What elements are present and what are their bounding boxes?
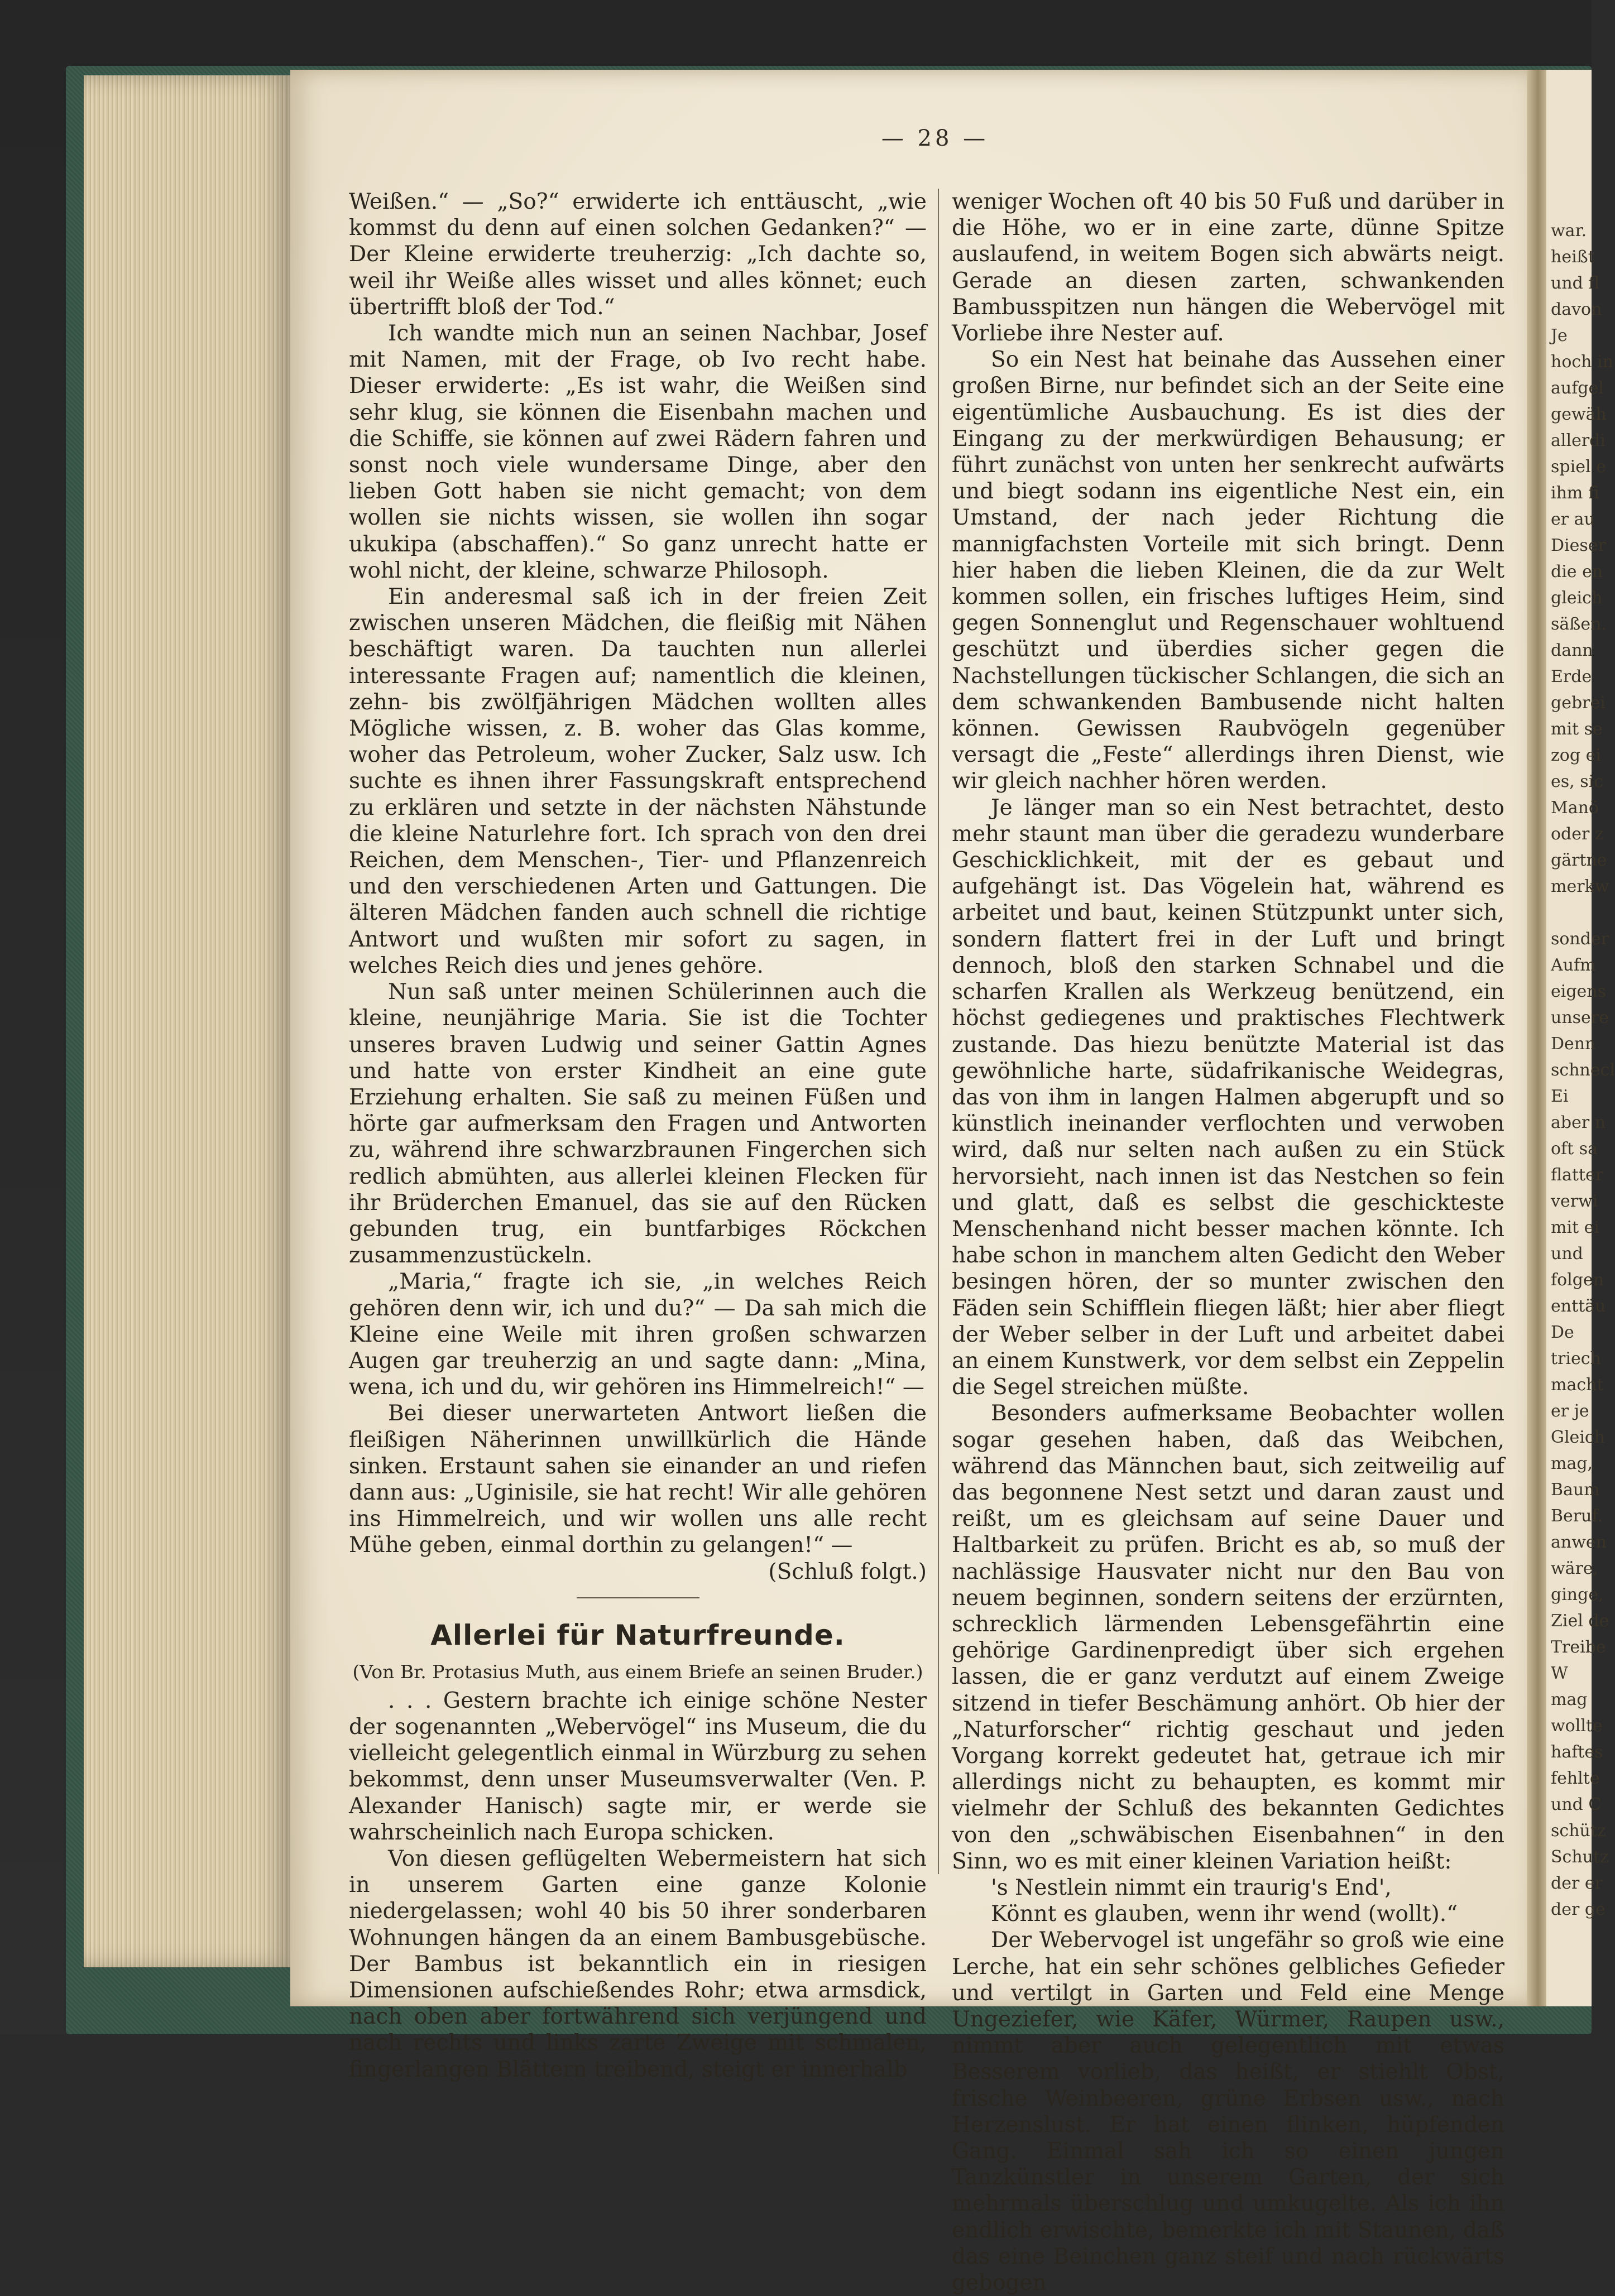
facing-page-line: fehlte <box>1551 1769 1600 1788</box>
paragraph <box>349 1400 927 1584</box>
facing-page-line: mag <box>1551 1690 1588 1709</box>
facing-page-line: unsere <box>1551 1008 1609 1027</box>
paragraph <box>349 1688 927 1846</box>
right-column <box>952 189 1504 2296</box>
paragraph <box>952 1901 1504 1927</box>
paragraph-text: Nun saß unter meinen Schülerinnen auch die kleine, neunjährige Maria. Sie ist die Tochter unseres braven Ludwig und seiner Gattin Agnes und hatte von erster Kindheit an eine gute Erziehung erhalten. Sie saß zu meinen Füßen und hörte gar aufmerksam den Fragen und Antworten zu, während ihre schwarzbraunen Fingerchen sich redlich abmühten, aus allerlei kleinen Flecken für ihr Brüderchen Emanuel, das sie auf den Rücken gebunden trug, ein buntfarbiges Röckchen zusammenzustückeln. <box>349 979 927 1269</box>
left-column <box>349 189 927 2083</box>
facing-page-line: schütz <box>1551 1821 1606 1841</box>
continuation-note: (Schluß folgt.) <box>768 1559 927 1584</box>
section-rule <box>577 1597 699 1598</box>
paragraph <box>952 1927 1504 2296</box>
facing-page-line: enttäu <box>1551 1296 1606 1316</box>
facing-page-line: flatter <box>1551 1165 1604 1185</box>
paragraph <box>952 1875 1504 1901</box>
facing-page-line: oft sa <box>1551 1139 1598 1159</box>
facing-page-line: hoch in <box>1551 352 1613 372</box>
paragraph-text: Könnt es glauben, wenn ihr wend (wollt).“ <box>991 1901 1458 1927</box>
paragraph <box>349 1269 927 1400</box>
paragraph <box>349 979 927 1269</box>
facing-page-line: heißt <box>1551 247 1595 267</box>
facing-page-line: De <box>1551 1323 1574 1342</box>
facing-page-line: aber n <box>1551 1113 1606 1132</box>
facing-page-line: ihm fi <box>1551 483 1599 503</box>
facing-page-line: mit se <box>1551 719 1603 739</box>
facing-page-line: Je <box>1551 326 1568 345</box>
facing-page-line: oder z <box>1551 824 1604 844</box>
facing-page-line: davon <box>1551 300 1602 319</box>
facing-page-line: zog ei <box>1551 746 1601 765</box>
paragraph <box>349 320 927 584</box>
facing-page-line: folgen <box>1551 1270 1604 1290</box>
facing-page-line: es, sic <box>1551 772 1604 791</box>
book-gutter <box>1527 70 1549 2006</box>
paragraph-text: Ein anderesmal saß ich in der freien Zeit zwischen unseren Mädchen, die fleißig mit Nähen beschäftigt waren. Da tauchten nun allerlei interessante Fragen auf; namentlich die kleinen, zehn- bis zwölfjährigen Mädchen wollten alles Mögliche wissen, z. B. woher das Glas komme, woher das Petroleum, woher Zucker, Salz usw. Ich suchte es ihnen ihrer Fassungskraft entsprechend zu erklären und setzte in der nächsten Nähstunde die kleine Naturlehre fort. Ich sprach von den drei Reichen, dem Menschen-, Tier- und Pflanzenreich und den verschiedenen Arten und Gattungen. Die älteren Mädchen fanden auch schnell die richtige Antwort und wußten mir sofort zu sagen, in welches Reich dies und jenes gehöre. <box>349 584 927 978</box>
facing-page-line: und fl <box>1551 273 1600 293</box>
paragraph <box>952 347 1504 794</box>
facing-page-line: gärtne <box>1551 851 1607 870</box>
paragraph-text: „Maria,“ fragte ich sie, „in welches Reich gehören denn wir, ich und du?“ — Da sah mich die Kleine eine Weile mit ihren großen schwarzen Augen gar treuherzig an und sagte dann: „Mina, wena, ich und du, wir gehören ins Himmelreich!“ — <box>349 1269 927 1400</box>
facing-page-line: gewäh <box>1551 405 1607 424</box>
paragraph-text: Der Webervogel ist ungefähr so groß wie eine Lerche, hat ein sehr schönes gelbliches Gefieder und vertilgt in Garten und Feld eine Menge Ungeziefer, wie Käfer, Würmer, Raupen usw., nimmt aber auch gelegentlich mit etwas Besserem vorlieb, das heißt, er stiehlt Obst, frische Weinbeeren, grüne Erbsen usw., nach Herzenslust. Er hat einen flinken, hüpfenden Gang. Einmal sah ich so einen jungen Tanzkünstler in unserem Garten, der sich mehrmals überschlug und umkugelte. Als ich ihn endlich erwischte, bemerkte ich mit Staunen, daß das eine Beinchen ganz steif und nach rückwärts gebogen <box>952 1928 1504 2296</box>
facing-page-line: Ei <box>1551 1087 1569 1106</box>
facing-page-line: Aufm <box>1551 955 1596 975</box>
page-edges <box>84 75 296 1967</box>
paragraph-text: Von diesen geflügelten Webermeistern hat sich in unserem Garten eine ganze Kolonie niedergelassen; wohl 40 bis 50 ihrer sonderbaren Wohnungen hängen da an einem Bambusgebüsche. Der Bambus ist bekanntlich ein in riesigen Dimensionen aufschießendes Rohr; etwa armsdick, nach oben aber fortwährend sich verjüngend und nach rechts und links zarte Zweige mit schmalen, fingerlangen Blättern treibend, steigt er innerhalb <box>349 1846 927 2082</box>
paragraph <box>952 795 1504 1401</box>
paragraph-text: So ein Nest hat beinahe das Aussehen einer großen Birne, nur befindet sich an der Seite eine eigentümliche Ausbauchung. Es ist dies der Eingang zu der merkwürdigen Behausung; er führt zunächst von unten her senkrecht aufwärts und biegt sodann ins eigentliche Nest ein, ein Umstand, der nach jeder Richtung die mannigfachsten Vorteile mit sich bringt. Denn hier haben die lieben Kleinen, die da zur Welt kommen sollen, ein frisches luftiges Heim, sind gegen Sonnenglut und Regenschauer wohltuend geschützt und überdies sicher gegen die Nachstellungen tückischer Schlangen, die sich an dem schwankenden Bambusende nicht halten können. Gewissen Raubvögeln gegenüber versagt die „Feste“ allerdings ihren Dienst, wie wir gleich nachher hören werden. <box>952 347 1504 794</box>
facing-page-line: Treibe <box>1551 1637 1606 1657</box>
facing-page-line: der ge <box>1551 1900 1606 1919</box>
facing-page-line: schnecl <box>1551 1060 1615 1080</box>
facing-page-line: merkw <box>1551 877 1609 896</box>
facing-page-line: Erde <box>1551 667 1592 686</box>
article-heading: Allerlei für Naturfreunde. <box>430 1618 845 1651</box>
facing-page-line: allerdi <box>1551 431 1606 450</box>
paragraph-text: Ich wandte mich nun an seinen Nachbar, Josef mit Namen, mit der Frage, ob Ivo recht habe. Dieser erwiderte: „Es ist wahr, die Weißen sind sehr klug, sie können die Eisenbahn machen und die Schiffe, sie können auf zwei Rädern fahren und sonst noch viele wundersame Dinge, aber den lieben Gott haben sie nicht gemacht; von dem wollen sie nichts wissen, sie wollen ihn sogar ukukipa (abschaffen).“ So ganz unrecht hatte er wohl nicht, der kleine, schwarze Philosoph. <box>349 321 927 583</box>
facing-page-line: er je <box>1551 1401 1589 1421</box>
facing-page-line: und C <box>1551 1795 1602 1814</box>
paragraph-text: Bei dieser unerwarteten Antwort ließen die fleißigen Näherinnen unwillkürlich die Hände sinken. Erstaunt sahen sie einander an und riefen dann aus: „Uginisile, sie hat recht! Wir alle gehören ins Himmelreich, und wir wollen uns alle recht Mühe geben, einmal dorthin zu gelangen!“ — <box>349 1401 927 1558</box>
facing-page-line: gleich <box>1551 588 1603 608</box>
column-divider <box>938 189 939 1874</box>
facing-page-line: dann <box>1551 641 1593 660</box>
facing-page-line: der er <box>1551 1874 1603 1893</box>
facing-page-line: triech <box>1551 1349 1601 1368</box>
facing-page-line: haftes <box>1551 1742 1603 1762</box>
paragraph-text: Weißen.“ — „So?“ erwiderte ich enttäuscht, „wie kommst du denn auf einen solchen Gedanken?“ — Der Kleine erwiderte treuherzig: „Ich dachte so, weil ihr Weiße alles wisset und alles könnet; euch übertrifft bloß der Tod.“ <box>349 189 927 320</box>
facing-page-line: Dieser <box>1551 536 1606 555</box>
paragraph-text: Je länger man so ein Nest betrachtet, desto mehr staunt man über die geradezu wunderbare Geschicklichkeit, mit der es gebaut und aufgehängt ist. Das Vögelein hat, während es arbeitet und baut, keinen Stützpunkt unter sich, sondern flattert frei in der Luft und bringt dennoch, bloß den starken Schnabel und die scharfen Krallen als Werkzeug benützend, ein höchst gediegenes und praktisches Flechtwerk zustande. Das hiezu benützte Material ist das gewöhnliche harte, südafrikanische Weidegras, das von ihm in langen Halmen abgerupft und so künstlich ineinander verflochten und verwoben wird, daß nur selten nach außen zu ein Stück hervorsieht, nach innen ist das Nestchen so fein und glatt, daß es selbst die geschickteste Menschenhand nicht besser machen könnte. Ich habe schon in manchem alten Gedicht den Weber besingen hören, der so munter zwischen den Fäden sein Schifflein fliegen läßt; hier aber fliegt der Weber selber in der Luft und arbeitet dabei an einem Kunstwerk, vor dem selbst ein Zeppelin die Segel streichen müßte. <box>952 795 1504 1400</box>
facing-page-line: mit ei <box>1551 1218 1599 1237</box>
facing-page-line: ginge, <box>1551 1585 1604 1605</box>
facing-page-line: mag, <box>1551 1454 1593 1473</box>
facing-page-line: macht <box>1551 1375 1604 1395</box>
article-byline: (Von Br. Protasius Muth, aus einem Briefe an seinen Bruder.) <box>352 1660 923 1683</box>
facing-page-line: verwi <box>1551 1192 1598 1211</box>
facing-page-line: war. <box>1551 221 1587 241</box>
facing-page-line: Denn <box>1551 1034 1596 1054</box>
facing-page-line: Beruf. <box>1551 1506 1603 1526</box>
facing-page-line: Ziel de <box>1551 1611 1609 1631</box>
facing-page-line: aufgel <box>1551 378 1604 398</box>
facing-page-line: anwen <box>1551 1533 1607 1552</box>
page-number: — 28 — <box>881 126 989 151</box>
paragraph-text: . . . Gestern brachte ich einige schöne Nester der sogenannten „Webervögel“ ins Museum, die du vielleicht gelegentlich einmal in Würzburg zu sehen bekommst, denn unser Museumsverwalter (Ven. P. Alexander Hanisch) sagte mir, er werde sie wahrscheinlich nach Europa schicken. <box>349 1688 927 1845</box>
facing-page-line: wäre, <box>1551 1559 1599 1578</box>
facing-page-line: und <box>1551 1244 1583 1264</box>
facing-page-line: die en <box>1551 562 1603 582</box>
paragraph <box>349 584 927 979</box>
facing-page-line: er au <box>1551 510 1595 529</box>
facing-page-line: Schutz <box>1551 1847 1609 1867</box>
facing-page-line: Baum <box>1551 1480 1600 1500</box>
paragraph <box>952 1400 1504 1875</box>
facing-page-line: sonder <box>1551 929 1609 949</box>
paragraph-text: 's Nestlein nimmt ein traurig's End', <box>991 1875 1392 1900</box>
facing-page-line: spiel e <box>1551 457 1606 477</box>
paragraph <box>349 189 927 320</box>
facing-page-line: W <box>1551 1664 1568 1683</box>
paragraph-text: Besonders aufmerksame Beobachter wollen sogar gesehen haben, daß das Weibchen, während das Männchen baut, sich zeitweilig auf das begonnene Nest setzt und daran zaust und reißt, um es gleichsam auf seine Dauer und Haltbarkeit zu prüfen. Bricht es ab, so muß der nachlässige Hausvater nicht nur den Bau von neuem beginnen, sondern seitens der erzürnten, schrecklich lärmenden Lebensgefährtin eine gehörige Gardinenpredigt über sich ergehen lassen, die er ganz verdutzt auf einem Zweige sitzend in tiefer Beschämung anhört. Ob hier der „Naturforscher“ richtig geschaut und jeden Vorgang korrekt gedeutet hat, getraue ich mir allerdings nicht zu behaupten, es kommt mir vielmehr der Schluß des bekannten Gedichtes von den „schwäbischen Eisenbahnen“ in den Sinn, wo es mit einer kleinen Variation heißt: <box>952 1401 1504 1874</box>
facing-page-line: Manö <box>1551 798 1599 818</box>
facing-page-fragment <box>1546 70 1615 2006</box>
facing-page-line: gebrei <box>1551 693 1606 713</box>
facing-page-line: Gleich <box>1551 1428 1606 1447</box>
facing-page-line: wollte <box>1551 1716 1603 1736</box>
paragraph-text: weniger Wochen oft 40 bis 50 Fuß und darüber in die Höhe, wo er in eine zarte, dünne Spitze auslaufend, in weitem Bogen sich abwärts neigt. Gerade an diesen zarten, schwankenden Bambusspitzen nun hängen die Webervögel mit Vorliebe ihre Nester auf. <box>952 189 1504 347</box>
facing-page-line: eigens <box>1551 982 1607 1001</box>
paragraph <box>952 189 1504 347</box>
facing-page-line: säßen. <box>1551 614 1607 634</box>
paragraph <box>349 1846 927 2083</box>
